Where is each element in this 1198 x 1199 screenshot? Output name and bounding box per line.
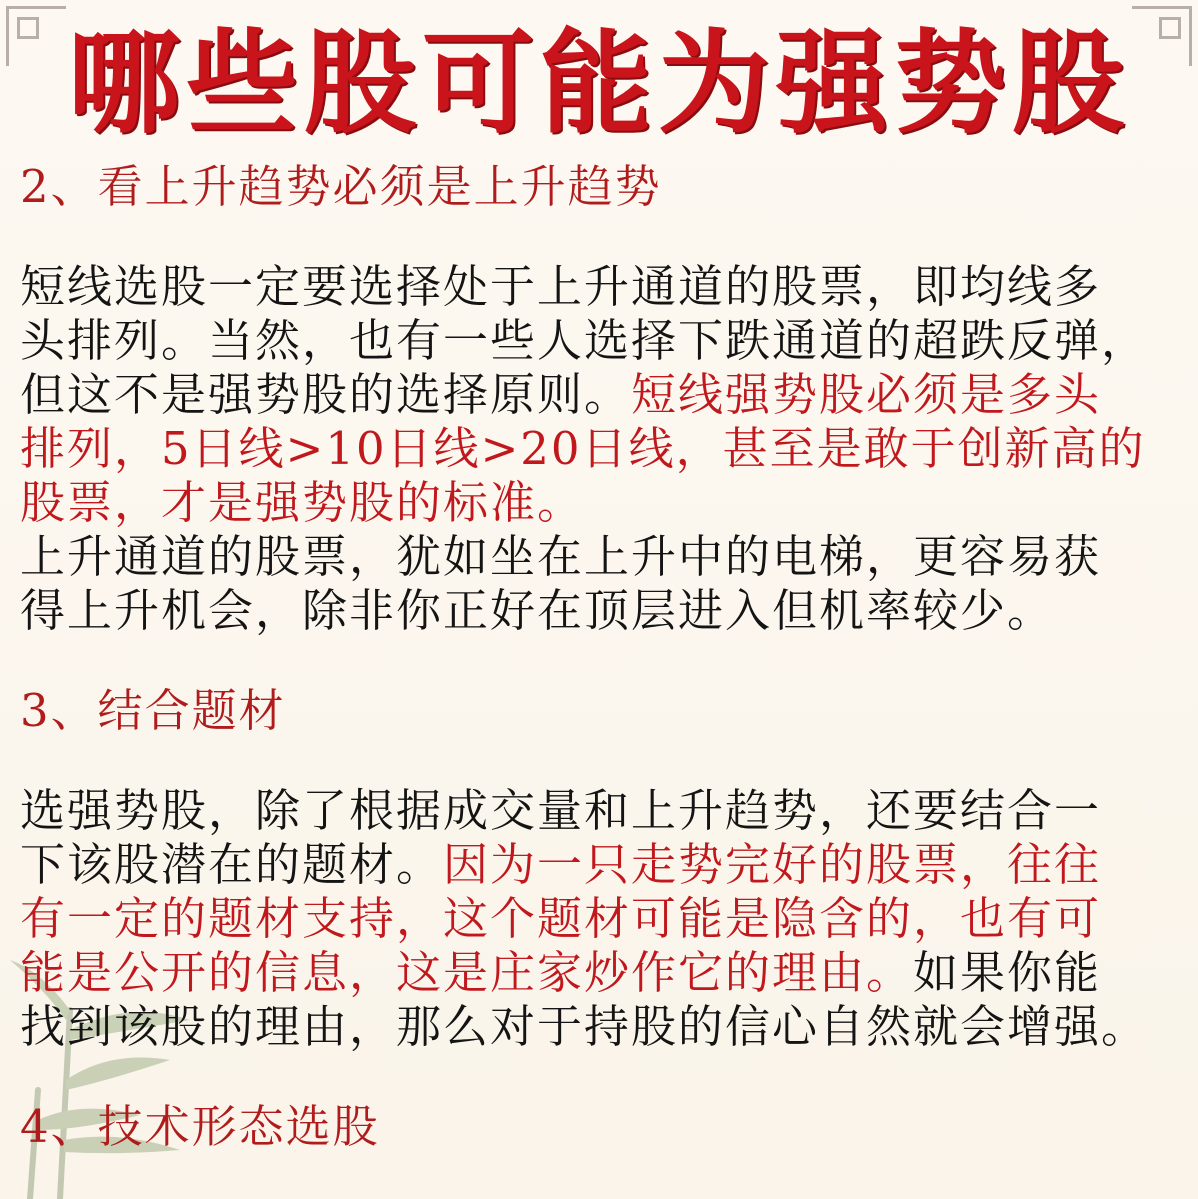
section-2-heading: 2、看上升趋势必须是上升趋势 (20, 160, 662, 213)
section-2-paragraph-2-line-2: 得上升机会，除非你正好在顶层进入但机率较少。 (20, 584, 1055, 637)
section-3-text-highlight-2: 能是公开的信息，这是庄家炒作它的理由。 (20, 946, 914, 999)
article-body (20, 160, 1185, 1154)
section-3-heading: 3、结合题材 (20, 684, 286, 737)
section-2-paragraph-1-line-1: 短线选股一定要选择处于上升通道的股票，即均线多 (20, 260, 1102, 313)
section-3-line-1: 选强势股，除了根据成交量和上升趋势，还要结合一 (20, 784, 1102, 837)
section-3-text-black: 下该股潜在的题材。 (20, 838, 444, 891)
section-3-line-5: 找到该股的理由，那么对于持股的信心自然就会增强。 (20, 1000, 1149, 1053)
section-2-paragraph-1-line-2: 头排列。当然，也有一些人选择下跌通道的超跌反弹， (20, 314, 1149, 367)
section-3-line-3: 有一定的题材支持，这个题材可能是隐含的，也有可 (20, 892, 1102, 945)
section-2-paragraph-2-line-1: 上升通道的股票，犹如坐在上升中的电梯，更容易获 (20, 530, 1102, 583)
section-4-heading: 4、技术形态选股 (20, 1100, 380, 1153)
section-2-text-black: 但这不是强势股的选择原则。 (20, 368, 632, 421)
section-2-text-highlight: 短线强势股必须是多头 (631, 368, 1102, 421)
section-3-text-highlight: 因为一只走势完好的股票，往往 (443, 838, 1102, 891)
section-2-paragraph-1-line-5: 股票，才是强势股的标准。 (20, 476, 585, 529)
section-3-text-black-2: 如果你能 (913, 946, 1102, 999)
section-2-paragraph-1-line-4: 排列，5日线>10日线>20日线，甚至是敢于创新高的 (20, 422, 1146, 475)
section-3-line-4 (20, 946, 1185, 1000)
section-2-paragraph-1-line-3 (20, 368, 1185, 422)
section-3-line-2 (20, 838, 1185, 892)
page-title: 哪些股可能为强势股 (68, 19, 1130, 149)
